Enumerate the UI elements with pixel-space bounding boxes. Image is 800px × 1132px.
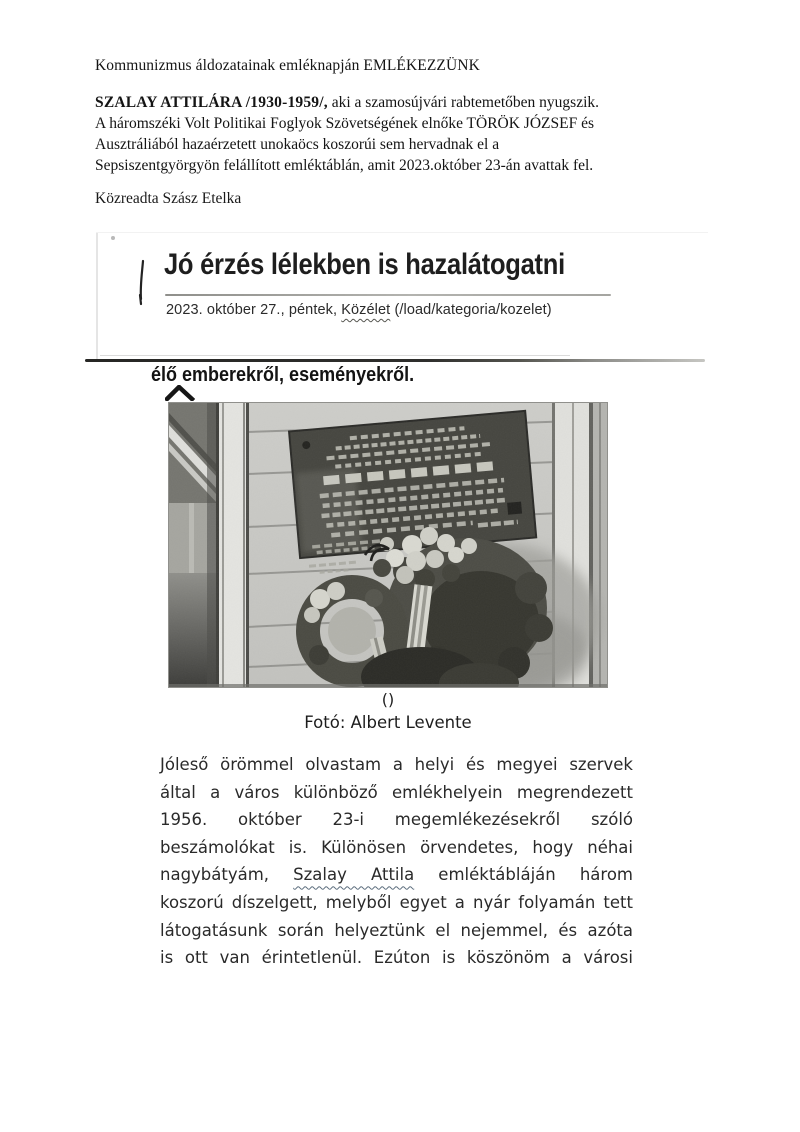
scan-seam-faint bbox=[100, 355, 570, 356]
body-line: látogatásunk során helyeztünk el nejemmel, és azóta bbox=[160, 920, 633, 940]
photo-grain bbox=[169, 403, 607, 687]
body-line: beszámolókat is. Különösen örvendetes, hogy néhai bbox=[160, 837, 633, 857]
body-line: által a város különböző emlékhelyein megrendezett bbox=[160, 782, 633, 802]
photo-caption-parens: () bbox=[381, 690, 395, 709]
intro-paragraph bbox=[95, 92, 599, 176]
body-line: koszorú díszelgett, melyből egyet a nyár folyamán tett bbox=[160, 892, 633, 912]
intro-line: A háromszéki Volt Politikai Foglyok Szövetségének elnőke TÖRÖK JÓZSEF és bbox=[95, 115, 594, 132]
pen-dot-mark bbox=[111, 236, 115, 240]
photo-credit: Fotó: Albert Levente bbox=[304, 713, 472, 732]
body-line: Jóleső örömmel olvastam a helyi és megyei szervek bbox=[160, 755, 633, 774]
screenshot-top-edge bbox=[96, 232, 708, 233]
body-line: nagybátyám, Szalay Attila emléktábláján három bbox=[160, 865, 633, 885]
screenshot-left-edge bbox=[96, 233, 98, 361]
meta-category: Közélet bbox=[341, 302, 391, 318]
intro-lead-rest: aki a szamosújvári rabtemetőben nyugszik. bbox=[331, 94, 600, 111]
body-line: is ott van érintetlenül. Ezúton is köszönöm a városi bbox=[160, 948, 633, 968]
intro-line-lead bbox=[95, 92, 599, 113]
pen-stroke-mark bbox=[134, 257, 148, 314]
byline: Közreadta Szász Etelka bbox=[95, 190, 242, 207]
body-paragraph bbox=[160, 751, 633, 972]
highlighted-name: Szalay Attila bbox=[293, 865, 415, 885]
headline-rule bbox=[165, 294, 611, 296]
article-headline: Jó érzés lélekben is hazalátogatni bbox=[164, 248, 565, 281]
scan-seam-line bbox=[85, 359, 705, 362]
article-lead-fragment: élő emberekről, eseményekről. bbox=[151, 364, 415, 386]
memorial-photo bbox=[168, 402, 608, 688]
article-meta bbox=[166, 302, 686, 318]
intro-line: Ausztráliából hazaérzetett unokaöcs koszorúi sem hervadnak el a bbox=[95, 136, 500, 153]
memorial-day-line: Kommunizmus áldozatainak emléknapján EMLÉKEZZÜNK bbox=[95, 57, 480, 74]
intro-line: Sepsiszentgyörgyön felállított emléktáblán, amit 2023.október 23-án avattak fel. bbox=[95, 157, 594, 174]
meta-category-link: (/load/kategoria/kozelet) bbox=[394, 302, 552, 318]
meta-date: 2023. október 27., péntek, bbox=[166, 302, 338, 318]
body-line: 1956. október 23-i megemlékezésekről szóló bbox=[160, 810, 633, 830]
intro-bold-name: SZALAY ATTILÁRA /1930-1959/, bbox=[95, 94, 328, 111]
photo-bottom-edge bbox=[169, 684, 607, 687]
